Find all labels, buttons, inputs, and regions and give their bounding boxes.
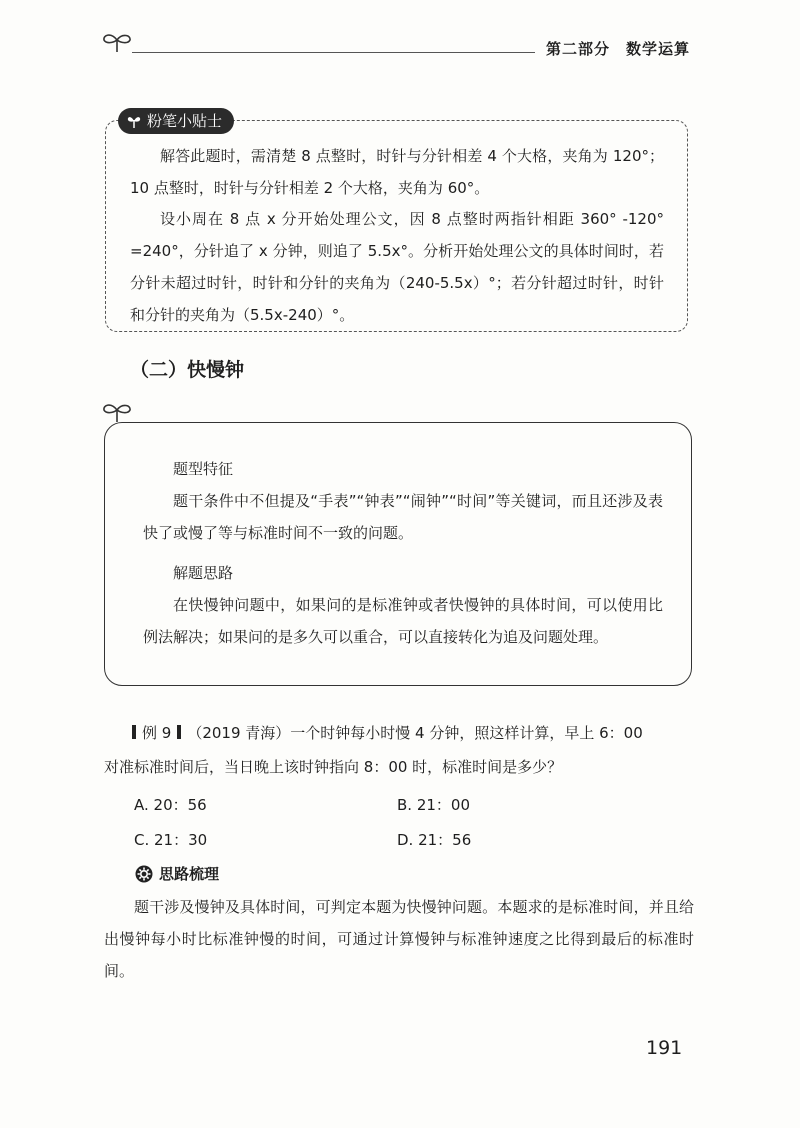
tips-paragraph-2: 设小周在 8 点 x 分开始处理公文，因 8 点整时两指针相距 360° -120° =240°，分针追了 x 分钟，则追了 5.5x°。分析开始处理公文的具体时间时，若分针未超过时针，时针和分针的夹角为（240-5.5x）°；若分针超过时针，时针和分针的夹角为（5.5x-240）°。 <box>130 210 664 324</box>
approach-body: 在快慢钟问题中，如果问的是标准钟或者快慢钟的具体时间，可以使用比例法解决；如果问的是多久可以重合，可以直接转化为追及问题处理。 <box>143 596 663 646</box>
example-question-line-1 <box>104 717 694 749</box>
approach-title: 解题思路 <box>173 564 234 582</box>
example-question-line-2: 对准标准时间后，当日晚上该时钟指向 8：00 时，标准时间是多少？ <box>104 758 563 776</box>
analysis-body: 题干涉及慢钟及具体时间，可判定本题为快慢钟问题。本题求的是标准时间，并且给出慢钟每小时比标准钟慢的时间，可通过计算慢钟与标准钟速度之比得到最后的标准时间。 <box>104 898 694 980</box>
example-text-1: （2019 青海）一个时钟每小时慢 4 分钟，照这样计算，早上 6：00 <box>187 724 643 742</box>
option-d: D. 21：56 <box>397 831 472 849</box>
option-b: B. 21：00 <box>397 796 471 814</box>
page-number: 191 <box>646 1037 683 1059</box>
example-marker <box>132 725 136 739</box>
section-heading: （二）快慢钟 <box>130 359 245 381</box>
feature-box <box>104 422 692 686</box>
sprout-icon <box>126 113 142 129</box>
feature-body: 题干条件中不但提及“手表”“钟表”“闹钟”“时间”等关键词，而且还涉及表快了或慢了等与标准时间不一致的问题。 <box>143 492 663 542</box>
tips-badge-label: 粉笔小贴士 <box>147 112 223 130</box>
tips-paragraph-1: 解答此题时，需清楚 8 点整时，时针与分针相差 4 个大格，夹角为 120°；10 点整时，时针与分针相差 2 个大格，夹角为 60°。 <box>130 147 664 197</box>
example-marker <box>177 725 181 739</box>
chapter-title: 第二部分 数学运算 <box>546 40 691 58</box>
header-rule <box>132 52 535 53</box>
analysis-title: 思路梳理 <box>159 865 220 883</box>
feature-title: 题型特征 <box>173 460 234 478</box>
sprout-icon <box>100 30 134 54</box>
option-c: C. 21：30 <box>134 831 208 849</box>
sprout-icon <box>100 400 134 424</box>
analysis-heading <box>135 863 219 884</box>
option-a: A. 20：56 <box>134 796 207 814</box>
gear-icon <box>135 865 153 883</box>
tips-badge <box>118 108 234 134</box>
example-label: 例 9 <box>142 724 172 742</box>
